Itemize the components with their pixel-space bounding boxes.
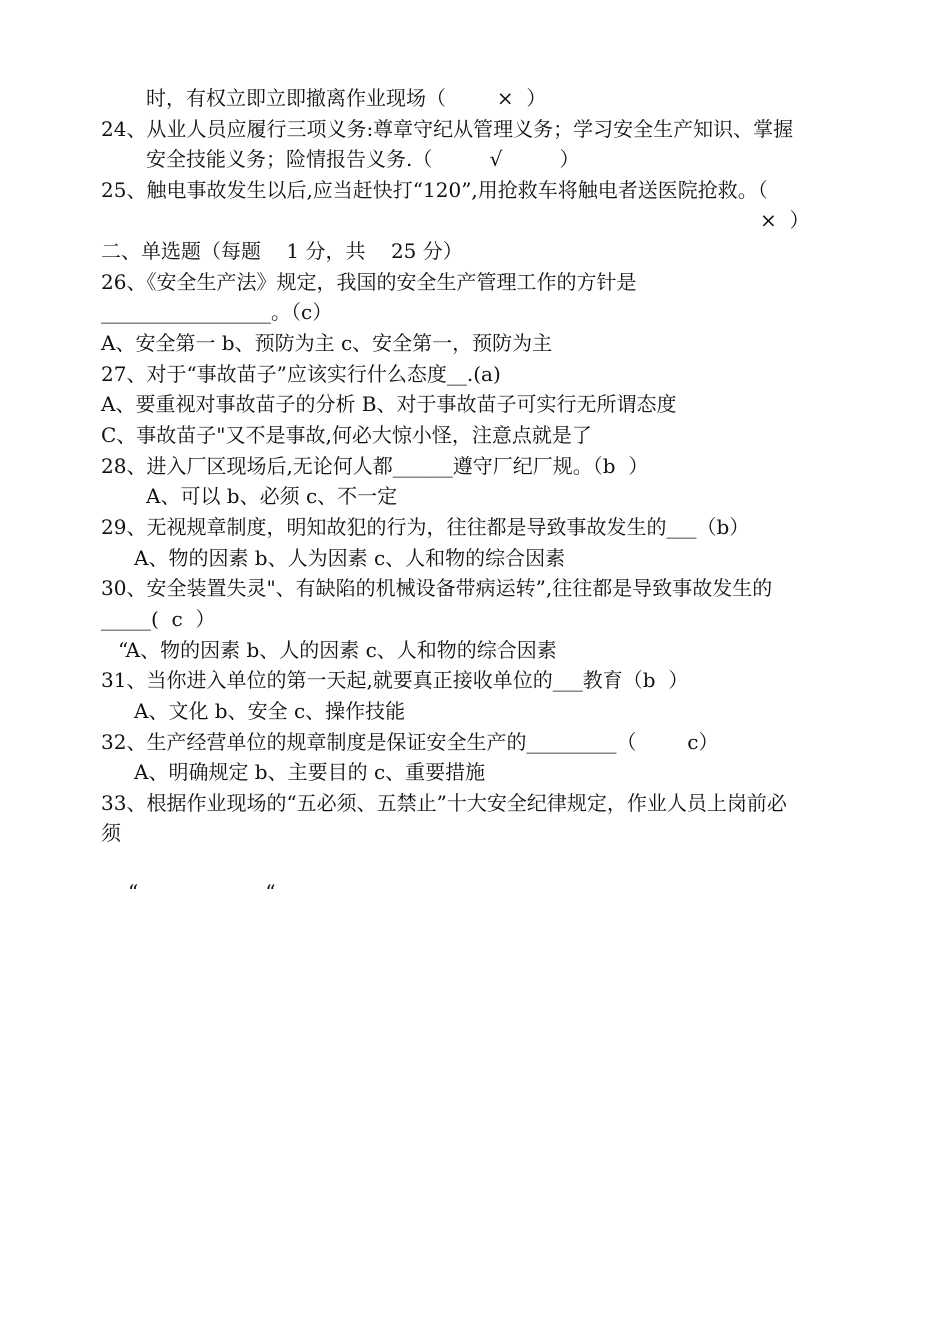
text-line: 32、生产经营单位的规章制度是保证安全生产的_________（ c）	[101, 730, 719, 754]
text-line: A、物的因素 b、人为因素 c、人和物的综合因素	[134, 546, 566, 570]
text-line: “ “	[128, 880, 276, 904]
text-line: 时，有权立即立即撤离作业现场（ × ）	[146, 86, 547, 110]
text-line: 26、《安全生产法》规定，我国的安全生产管理工作的方针是	[101, 270, 637, 294]
text-line: A、明确规定 b、主要目的 c、重要措施	[134, 760, 486, 784]
text-line: A、安全第一 b、预防为主 c、安全第一，预防为主	[101, 331, 553, 355]
text-line: 33、根据作业现场的“五必须、五禁止”十大安全纪律规定，作业人员上岗前必	[101, 791, 787, 815]
text-line: 30、安全装置失灵"、有缺陷的机械设备带病运转”,往往都是导致事故发生的	[101, 576, 773, 600]
text-line: 28、进入厂区现场后,无论何人都______遵守厂纪厂规。（b ）	[101, 454, 649, 478]
text-line: 须	[101, 821, 121, 845]
text-line: 安全技能义务；险情报告义务.（ √ ）	[146, 147, 580, 171]
text-line: _____( c ）	[101, 607, 216, 631]
text-line: 27、对于“事故苗子”应该实行什么态度__.(a)	[101, 362, 501, 386]
text-line: 24、从业人员应履行三项义务:尊章守纪从管理义务；学习安全生产知识、掌握	[101, 117, 794, 141]
text-line: A、可以 b、必须 c、不一定	[146, 484, 398, 508]
text-line: 25、触电事故发生以后,应当赶快打“120”,用抢救车将触电者送医院抢救。（	[101, 178, 768, 202]
text-line: C、事故苗子"又不是事故,何必大惊小怪，注意点就是了	[101, 423, 592, 447]
text-line: 31、当你进入单位的第一天起,就要真正接收单位的___教育（b ）	[101, 668, 689, 692]
text-line: A、要重视对事故苗子的分析 B、对于事故苗子可实行无所谓态度	[101, 392, 677, 416]
text-line: _________________。（c）	[101, 300, 333, 324]
text-line: “A、物的因素 b、人的因素 c、人和物的综合因素	[118, 638, 557, 662]
text-line: × ）	[760, 208, 810, 232]
text-line: 二、单选题（每题 1 分，共 25 分）	[101, 239, 463, 263]
text-line: A、文化 b、安全 c、操作技能	[134, 699, 406, 723]
text-line: 29、无视规章制度，明知故犯的行为，往往都是导致事故发生的___（b）	[101, 515, 750, 539]
